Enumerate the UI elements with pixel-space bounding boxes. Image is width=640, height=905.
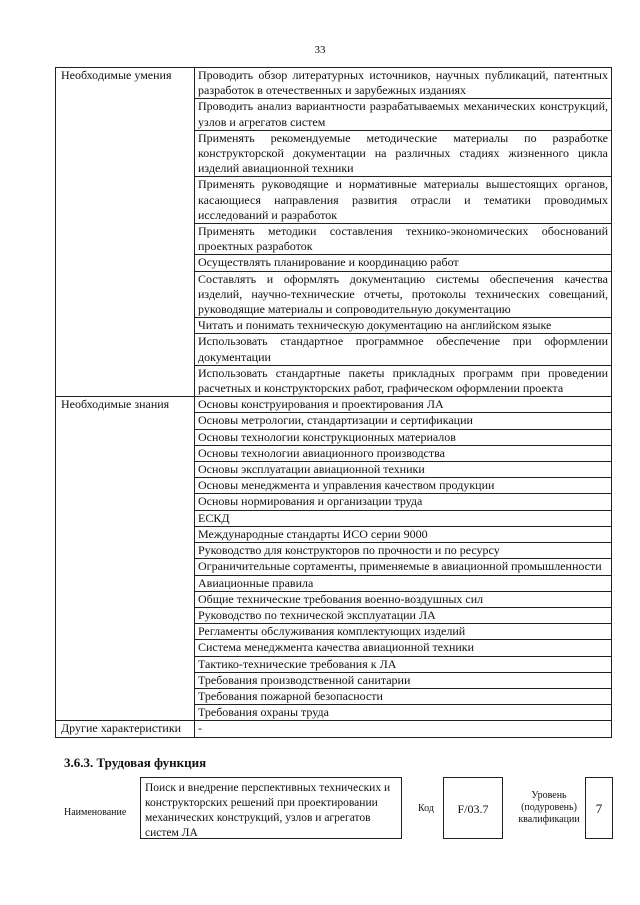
requirement-item: Основы технологии авиационного производства (195, 445, 612, 461)
requirement-item: ЕСКД (195, 510, 612, 526)
requirement-item: Основы метрологии, стандартизации и сертификации (195, 413, 612, 429)
requirement-group-label: Необходимые знания (56, 397, 195, 721)
requirement-item: Осуществлять планирование и координацию работ (195, 255, 612, 271)
requirement-item: Основы технологии конструкционных материалов (195, 429, 612, 445)
page-number: 33 (314, 44, 326, 56)
requirement-item: Проводить обзор литературных источников, научных публикаций, патентных разработок в отечественных и зарубежных изданиях (195, 68, 612, 99)
section-title: 3.6.3. Трудовая функция (64, 755, 207, 770)
requirement-item: Проводить анализ вариантности разрабатываемых механических конструкций, узлов и агрегатов систем (195, 99, 612, 130)
requirement-item: Читать и понимать техническую документацию на английском языке (195, 318, 612, 334)
requirement-item: Тактико-технические требования к ЛА (195, 656, 612, 672)
labor-function-header (55, 777, 615, 842)
table-row (56, 721, 612, 737)
requirement-group-label: Необходимые умения (56, 68, 195, 397)
requirement-item: - (195, 721, 612, 737)
requirement-item: Применять рекомендуемые методические материалы по разработке конструкторской документации на различных стадиях жизненного цикла изделий авиационной техники (195, 130, 612, 177)
requirement-item: Регламенты обслуживания комплектующих изделий (195, 624, 612, 640)
qualification-level-label: Уровень (подуровень) квалификации (518, 790, 580, 825)
requirement-item: Требования производственной санитарии (195, 672, 612, 688)
name-label: Наименование (64, 807, 127, 818)
requirement-item: Использовать стандартные пакеты прикладных программ при проведении расчетных и конструкторских работ, графическом оформлении проекта (195, 365, 612, 396)
requirement-item: Использовать стандартное программное обеспечение при оформлении документации (195, 334, 612, 365)
requirement-item: Применять руководящие и нормативные материалы вышестоящих органов, касающиеся направления развития отрасли и тематики проводимых исследований и разработок (195, 177, 612, 224)
qualification-level-value: 7 (585, 777, 613, 839)
requirement-item: Система менеджмента качества авиационной техники (195, 640, 612, 656)
requirement-item: Требования охраны труда (195, 705, 612, 721)
requirement-item: Руководство для конструкторов по прочности и по ресурсу (195, 543, 612, 559)
requirement-group-label: Другие характеристики (56, 721, 195, 737)
code-value: F/03.7 (443, 777, 503, 839)
requirement-item: Общие технические требования военно-воздушных сил (195, 591, 612, 607)
requirement-item: Международные стандарты ИСО серии 9000 (195, 526, 612, 542)
requirement-item: Применять методики составления технико-экономических обоснований проектных разработок (195, 224, 612, 255)
requirement-item: Руководство по технической эксплуатации ЛА (195, 607, 612, 623)
requirement-item: Основы нормирования и организации труда (195, 494, 612, 510)
code-label: Код (418, 803, 434, 814)
requirement-item: Составлять и оформлять документацию системы обеспечения качества изделий, научно-технические отчеты, протоколы технических совещаний, руководящие материалы и сопроводительную документацию (195, 271, 612, 318)
requirement-item: Основы конструирования и проектирования ЛА (195, 397, 612, 413)
requirements-table-body (56, 68, 612, 738)
requirement-item: Основы менеджмента и управления качеством продукции (195, 478, 612, 494)
requirement-item: Основы эксплуатации авиационной техники (195, 462, 612, 478)
requirements-table (55, 67, 612, 738)
requirement-item: Авиационные правила (195, 575, 612, 591)
table-row (56, 397, 612, 413)
table-row (56, 68, 612, 99)
name-value: Поиск и внедрение перспективных технических и конструкторских решений при проектировании механических конструкций, узлов и агрегатов систем ЛА (140, 777, 402, 839)
requirement-item: Ограничительные сортаменты, применяемые в авиационной промышленности (195, 559, 612, 575)
requirement-item: Требования пожарной безопасности (195, 688, 612, 704)
